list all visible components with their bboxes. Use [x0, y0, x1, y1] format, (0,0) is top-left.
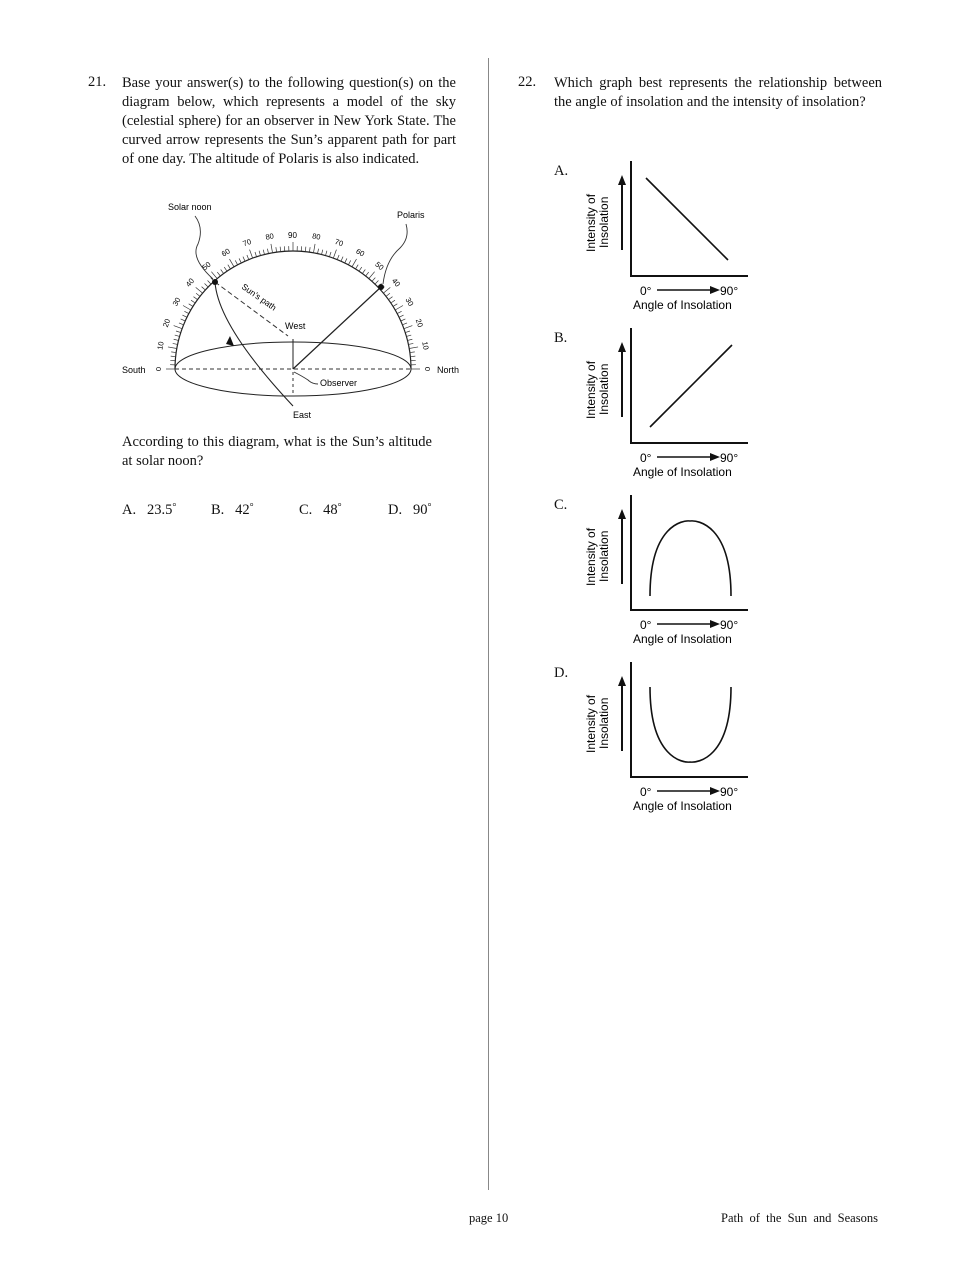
- scale-tick: [359, 267, 362, 271]
- choice-a-letter: A.: [122, 502, 137, 518]
- scale-tick: [255, 252, 257, 257]
- scale-tick: [239, 258, 241, 262]
- scale-tick: [395, 306, 403, 311]
- question-21-prompt: According to this diagram, what is the Sun’s altitude at solar noon?: [122, 434, 432, 469]
- page-number: page 10: [469, 1211, 509, 1225]
- degree-symbol: °: [337, 502, 342, 513]
- scale-tick: [402, 323, 407, 325]
- scale-tick: [189, 304, 193, 307]
- scale-tick: [366, 272, 369, 276]
- scale-label-south: 40: [183, 276, 197, 289]
- solar-noon-label: Solar noon: [168, 202, 212, 212]
- scale-label-north: 80: [311, 231, 322, 242]
- scale-tick: [372, 278, 375, 282]
- west-label: West: [285, 321, 306, 331]
- scale-tick: [171, 352, 176, 353]
- choice-b-letter: B.: [211, 502, 225, 518]
- scale-tick: [191, 300, 195, 303]
- option-b-letter[interactable]: B.: [554, 330, 568, 346]
- polaris-dot: [378, 284, 384, 290]
- graph-option-a[interactable]: [578, 156, 753, 316]
- scale-tick: [179, 323, 184, 325]
- y-axis-arrowhead: [618, 342, 626, 352]
- y-axis-arrowhead: [618, 175, 626, 185]
- sun-path-arrow: [226, 336, 234, 346]
- scale-tick: [205, 284, 209, 287]
- scale-tick: [196, 293, 200, 296]
- x-end-label: 90°: [720, 284, 739, 298]
- scale-tick: [259, 251, 260, 256]
- scale-label-south: 70: [241, 236, 253, 249]
- choice-d-letter: D.: [388, 502, 403, 518]
- scale-tick: [171, 356, 176, 357]
- east-label: East: [293, 410, 312, 420]
- north-label: North: [437, 365, 460, 375]
- scale-tick: [407, 339, 412, 340]
- scale-label-north: 10: [420, 340, 431, 351]
- x-axis-arrowhead: [710, 286, 720, 294]
- scale-tick: [393, 304, 397, 307]
- scale-tick: [399, 315, 403, 317]
- x-start-label: 0°: [640, 451, 652, 465]
- scale-label-south: 20: [160, 317, 173, 329]
- y-axis-arrowhead: [618, 509, 626, 519]
- observer-label: Observer: [320, 378, 358, 388]
- y-axis-label-line1: Intensity of: [584, 193, 598, 252]
- scale-tick: [263, 250, 264, 255]
- scale-tick: [305, 247, 306, 252]
- option-d-letter[interactable]: D.: [554, 665, 569, 681]
- scale-tick: [176, 331, 181, 333]
- x-start-label: 0°: [640, 618, 652, 632]
- scale-tick: [224, 267, 227, 271]
- x-end-label: 90°: [720, 785, 739, 799]
- scale-tick: [184, 311, 188, 313]
- choice-d-value: 90: [412, 502, 428, 518]
- option-a-letter[interactable]: A.: [554, 163, 569, 179]
- x-axis-label: Angle of Insolation: [633, 465, 732, 479]
- x-axis-arrowhead: [710, 620, 720, 628]
- celestial-sphere-diagram: [118, 196, 468, 426]
- scale-tick: [401, 319, 406, 321]
- y-axis-label-line1: Intensity of: [584, 694, 598, 753]
- scale-tick: [326, 251, 327, 256]
- scale-tick: [193, 297, 197, 300]
- x-start-label: 0°: [640, 785, 652, 799]
- scale-tick: [318, 249, 319, 254]
- scale-tick: [329, 252, 331, 257]
- scale-label-north: 70: [333, 236, 345, 249]
- x-end-label: 90°: [720, 451, 739, 465]
- choice-a[interactable]: [122, 502, 176, 519]
- scale-tick: [341, 257, 343, 262]
- scale-tick: [250, 250, 253, 258]
- suns-path-label: Sun’s path: [239, 281, 279, 313]
- curve-increasing: [650, 345, 732, 427]
- choice-b-value: 42: [235, 502, 250, 518]
- solar-noon-dot: [212, 279, 218, 285]
- column-divider: [488, 58, 489, 1190]
- scale-label-north: 40: [389, 276, 403, 289]
- question-21-number: 21.: [88, 74, 107, 90]
- y-axis-label-line2: Insolation: [597, 363, 611, 415]
- scale-tick: [313, 244, 315, 253]
- choice-a-value: 23.5: [146, 502, 173, 518]
- graph-option-d[interactable]: [578, 657, 753, 817]
- scale-tick: [386, 293, 390, 296]
- scale-tick: [276, 247, 277, 252]
- x-start-label: 0°: [640, 284, 652, 298]
- scale-tick: [221, 269, 224, 273]
- scale-tick: [409, 347, 418, 349]
- top-scale-label: 90: [288, 231, 297, 240]
- option-c-letter[interactable]: C.: [554, 497, 568, 513]
- footer-title: Path of the Sun and Seasons: [721, 1211, 878, 1225]
- curve-decreasing: [646, 178, 728, 260]
- x-axis-label: Angle of Insolation: [633, 632, 732, 646]
- scale-label-south: 0: [153, 366, 163, 372]
- scale-tick: [391, 300, 395, 303]
- scale-label-south: 60: [219, 246, 232, 259]
- scale-tick: [247, 255, 249, 260]
- scale-label-south: 80: [264, 231, 275, 242]
- choice-d[interactable]: [388, 502, 431, 519]
- scale-tick: [375, 281, 378, 285]
- scale-tick: [333, 250, 336, 258]
- scale-label-north: 60: [354, 246, 367, 259]
- scale-tick: [168, 347, 177, 349]
- scale-tick: [309, 247, 310, 252]
- choice-c-value: 48: [323, 502, 338, 518]
- scale-tick: [337, 255, 339, 260]
- scale-tick: [208, 281, 211, 285]
- scale-tick: [322, 250, 323, 255]
- scale-tick: [271, 244, 273, 253]
- scale-tick: [174, 339, 179, 340]
- y-axis-label-line2: Insolation: [597, 530, 611, 582]
- x-axis-arrowhead: [710, 787, 720, 795]
- choice-c[interactable]: [299, 502, 342, 519]
- scale-tick: [267, 249, 268, 254]
- scale-tick: [175, 335, 180, 336]
- curve-arch: [650, 521, 731, 596]
- y-axis-label-line2: Insolation: [597, 697, 611, 749]
- scale-tick: [280, 247, 281, 252]
- y-axis-arrowhead: [618, 676, 626, 686]
- scale-tick: [383, 287, 390, 293]
- scale-tick: [182, 315, 186, 317]
- x-end-label: 90°: [720, 618, 739, 632]
- observer-callout: [294, 372, 318, 384]
- scale-label-north: 50: [373, 259, 386, 273]
- curve-u-shape: [650, 687, 731, 762]
- scale-tick: [228, 265, 231, 269]
- scale-tick: [174, 326, 182, 329]
- choice-b[interactable]: [211, 502, 254, 519]
- y-axis-label-line1: Intensity of: [584, 360, 598, 419]
- scale-tick: [230, 259, 235, 267]
- scale-label-north: 0: [423, 366, 433, 372]
- question-22-number: 22.: [518, 74, 537, 90]
- x-axis-label: Angle of Insolation: [633, 298, 732, 312]
- scale-tick: [408, 343, 413, 344]
- question-21-text: Base your answer(s) to the following question(s) on the diagram below, which represents a model of the sky (celestial sphere) for an observer in New York State. The curved arrow represents the Sun’s apparent path for part of one day. The altitude of Polaris is also indicated.: [122, 75, 456, 167]
- y-axis-label-line2: Insolation: [597, 196, 611, 248]
- scale-tick: [243, 257, 245, 262]
- scale-tick: [410, 356, 415, 357]
- degree-symbol: °: [249, 502, 254, 513]
- scale-tick: [173, 343, 178, 344]
- scale-label-south: 50: [200, 259, 213, 273]
- scale-tick: [404, 326, 412, 329]
- polaris-callout: [383, 224, 407, 284]
- choice-c-letter: C.: [299, 502, 313, 518]
- scale-label-north: 20: [413, 317, 426, 329]
- scale-tick: [356, 265, 359, 269]
- scale-tick: [369, 272, 375, 279]
- scale-tick: [348, 260, 350, 264]
- scale-tick: [181, 319, 186, 321]
- scale-tick: [397, 311, 401, 313]
- polaris-label: Polaris: [397, 210, 425, 220]
- y-axis-label-line1: Intensity of: [584, 527, 598, 586]
- scale-tick: [388, 297, 392, 300]
- question-22-text: Which graph best represents the relationship between the angle of insolation and the intensity of insolation?: [554, 75, 882, 110]
- scale-tick: [217, 272, 220, 276]
- scale-tick: [235, 260, 237, 264]
- graph-option-c[interactable]: [578, 490, 753, 650]
- scale-tick: [202, 287, 206, 290]
- polaris-sightline: [293, 287, 381, 369]
- degree-symbol: °: [427, 502, 432, 513]
- scale-tick: [362, 269, 365, 273]
- scale-tick: [196, 287, 203, 293]
- scale-tick: [211, 272, 217, 279]
- degree-symbol: °: [172, 502, 177, 513]
- x-axis-label: Angle of Insolation: [633, 799, 732, 813]
- scale-label-north: 30: [403, 295, 416, 308]
- scale-tick: [183, 306, 191, 311]
- scale-tick: [345, 258, 347, 262]
- scale-tick: [405, 331, 410, 333]
- x-axis-arrowhead: [710, 453, 720, 461]
- scale-tick: [410, 352, 415, 353]
- south-label: South: [122, 365, 146, 375]
- scale-tick: [406, 335, 411, 336]
- graph-option-b[interactable]: [578, 323, 753, 483]
- scale-label-south: 10: [155, 340, 166, 351]
- scale-tick: [352, 259, 357, 267]
- scale-label-south: 30: [170, 295, 183, 308]
